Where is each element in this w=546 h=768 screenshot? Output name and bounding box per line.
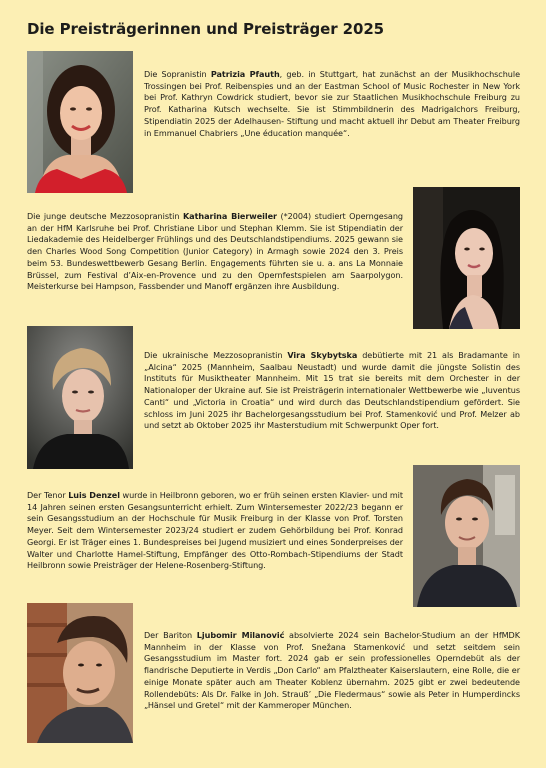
- bio-pfauth: Die Sopranistin Patrizia Pfauth, geb. in Stuttgart, hat zunächst an der Musikhochschule Trossingen bei Prof. Reibenspies und an der Eastman School of Music Rochester in New York bei Prof. Kathryn Cowdrick studiert, bevor sie zur Staatlichen Musikhochschule Freiburg zu Prof. Katharina Kutsch wechselte. Sie ist Stimmbildnerin des Madrigalchors Freiburg, Stipendiatin 2025 der Adelhausen- Stiftung und macht aktuell ihr Debut am Theater Freiburg in Emmanuel Chabriers „Une éducation manquée“.: [144, 69, 520, 138]
- bio-skybytska: Die ukrainische Mezzosopranistin Vira Skybytska debütierte mit 21 als Bradamante in „Alcina“ 2025 (Mannheim, Saalbau Neustadt) und wurde damit die jüngste Solistin des Instituts für Musiktheater Mannheim. Mit 15 trat sie bereits mit dem Orchester in der Nationaloper der Ukraine auf. Sie ist Preisträgerin internationaler Wettbewerbe wie „Iuventus Canti“ und „Victoria in Croatia“ und wird durch das Deutschlandstipendium gefördert. Sie schloss im Juni 2025 ihr Bachelorgesangsstudium bei Prof. Stamenković und Prof. Melzer ab und setzt ab Oktober 2025 ihr Masterstudium mit Schwerpunkt Oper fort.: [144, 350, 520, 431]
- portrait-photo-milanovic: [27, 603, 133, 743]
- bio-milanovic: Der Bariton Ljubomir Milanović absolvierte 2024 sein Bachelor-Studium an der HfMDK Mannheim in der Klasse von Prof. Snežana Stamenković und setzt seitdem sein Gesangsstudium im Master fort. 2024 gab er sein professionelles Operndebüt als der flandrische Deputierte in Verdis „Don Carlo“ am Pfalztheater Kaiserslautern, eine Rolle, die er einige Monate später auch am Theater Koblenz übernahm. 2025 gibt er zwei bedeutende Rollendebüts: Als Dr. Falke in Joh. Strauß’ „Die Fledermaus“ sowie als Peter in Humperdincks „Hänsel und Gretel“ mit der Kammeroper München.: [144, 630, 520, 711]
- bio-denzel: Der Tenor Luis Denzel wurde in Heilbronn geboren, wo er früh seinen ersten Klavier- und mit 14 Jahren seinen ersten Gesangsunterricht erhielt. Zum Wintersemester 2022/23 begann er sein Gesangsstudium an der Hochschule für Musik Freiburg in der Klasse von Prof. Torsten Meyer. Seit dem Wintersemester 2023/24 studiert er zudem Gehörbildung bei Prof. Konrad Georgi. Er ist Träger eines 1. Bundespreises bei Jugend musiziert und eines Sonderpreises der Walter und Charlotte Hamel-Stiftung, Empfänger des Otto-Rombach-Stipendiums der Stadt Heilbronn sowie Preisträger der Helene-Rosenberg-Stiftung.: [27, 490, 403, 571]
- portrait-photo-skybytska: [27, 326, 133, 469]
- page-title: Die Preisträgerinnen und Preisträger 2025: [27, 20, 385, 38]
- portrait-photo-pfauth: [27, 51, 133, 193]
- laureate-name: Ljubomir Milanović: [196, 630, 285, 640]
- laureate-name: Patrizia Pfauth: [210, 69, 280, 79]
- laureate-name: Luis Denzel: [68, 490, 120, 500]
- laureate-name: Vira Skybytska: [287, 350, 358, 360]
- portrait-photo-bierweiler: [413, 187, 520, 329]
- bio-bierweiler: Die junge deutsche Mezzosopranistin Katharina Bierweiler (*2004) studiert Operngesang an der HfM Karlsruhe bei Prof. Christiane Libor und Stephan Klemm. Sie ist Stipendiatin der Liedakademie des Heidelberger Frühlings und des Deutschlandstipendiums. 2025 gewann sie den Charles Wood Song Competition (Junior Category) in Armagh sowie 2024 den 3. Preis beim 53. Bundeswettbewerb Gesang Berlin. Engagements führten sie u. a. ans La Monnaie Brüssel, zum Festival d’Aix-en-Provence und zu den Opernfestspielen am Saarpolygon. Meisterkurse bei Hampson, Fassbender und Manoff ergänzen ihre Ausbildung.: [27, 211, 403, 292]
- portrait-photo-denzel: [413, 465, 520, 607]
- laureate-name: Katharina Bierweiler: [182, 211, 277, 221]
